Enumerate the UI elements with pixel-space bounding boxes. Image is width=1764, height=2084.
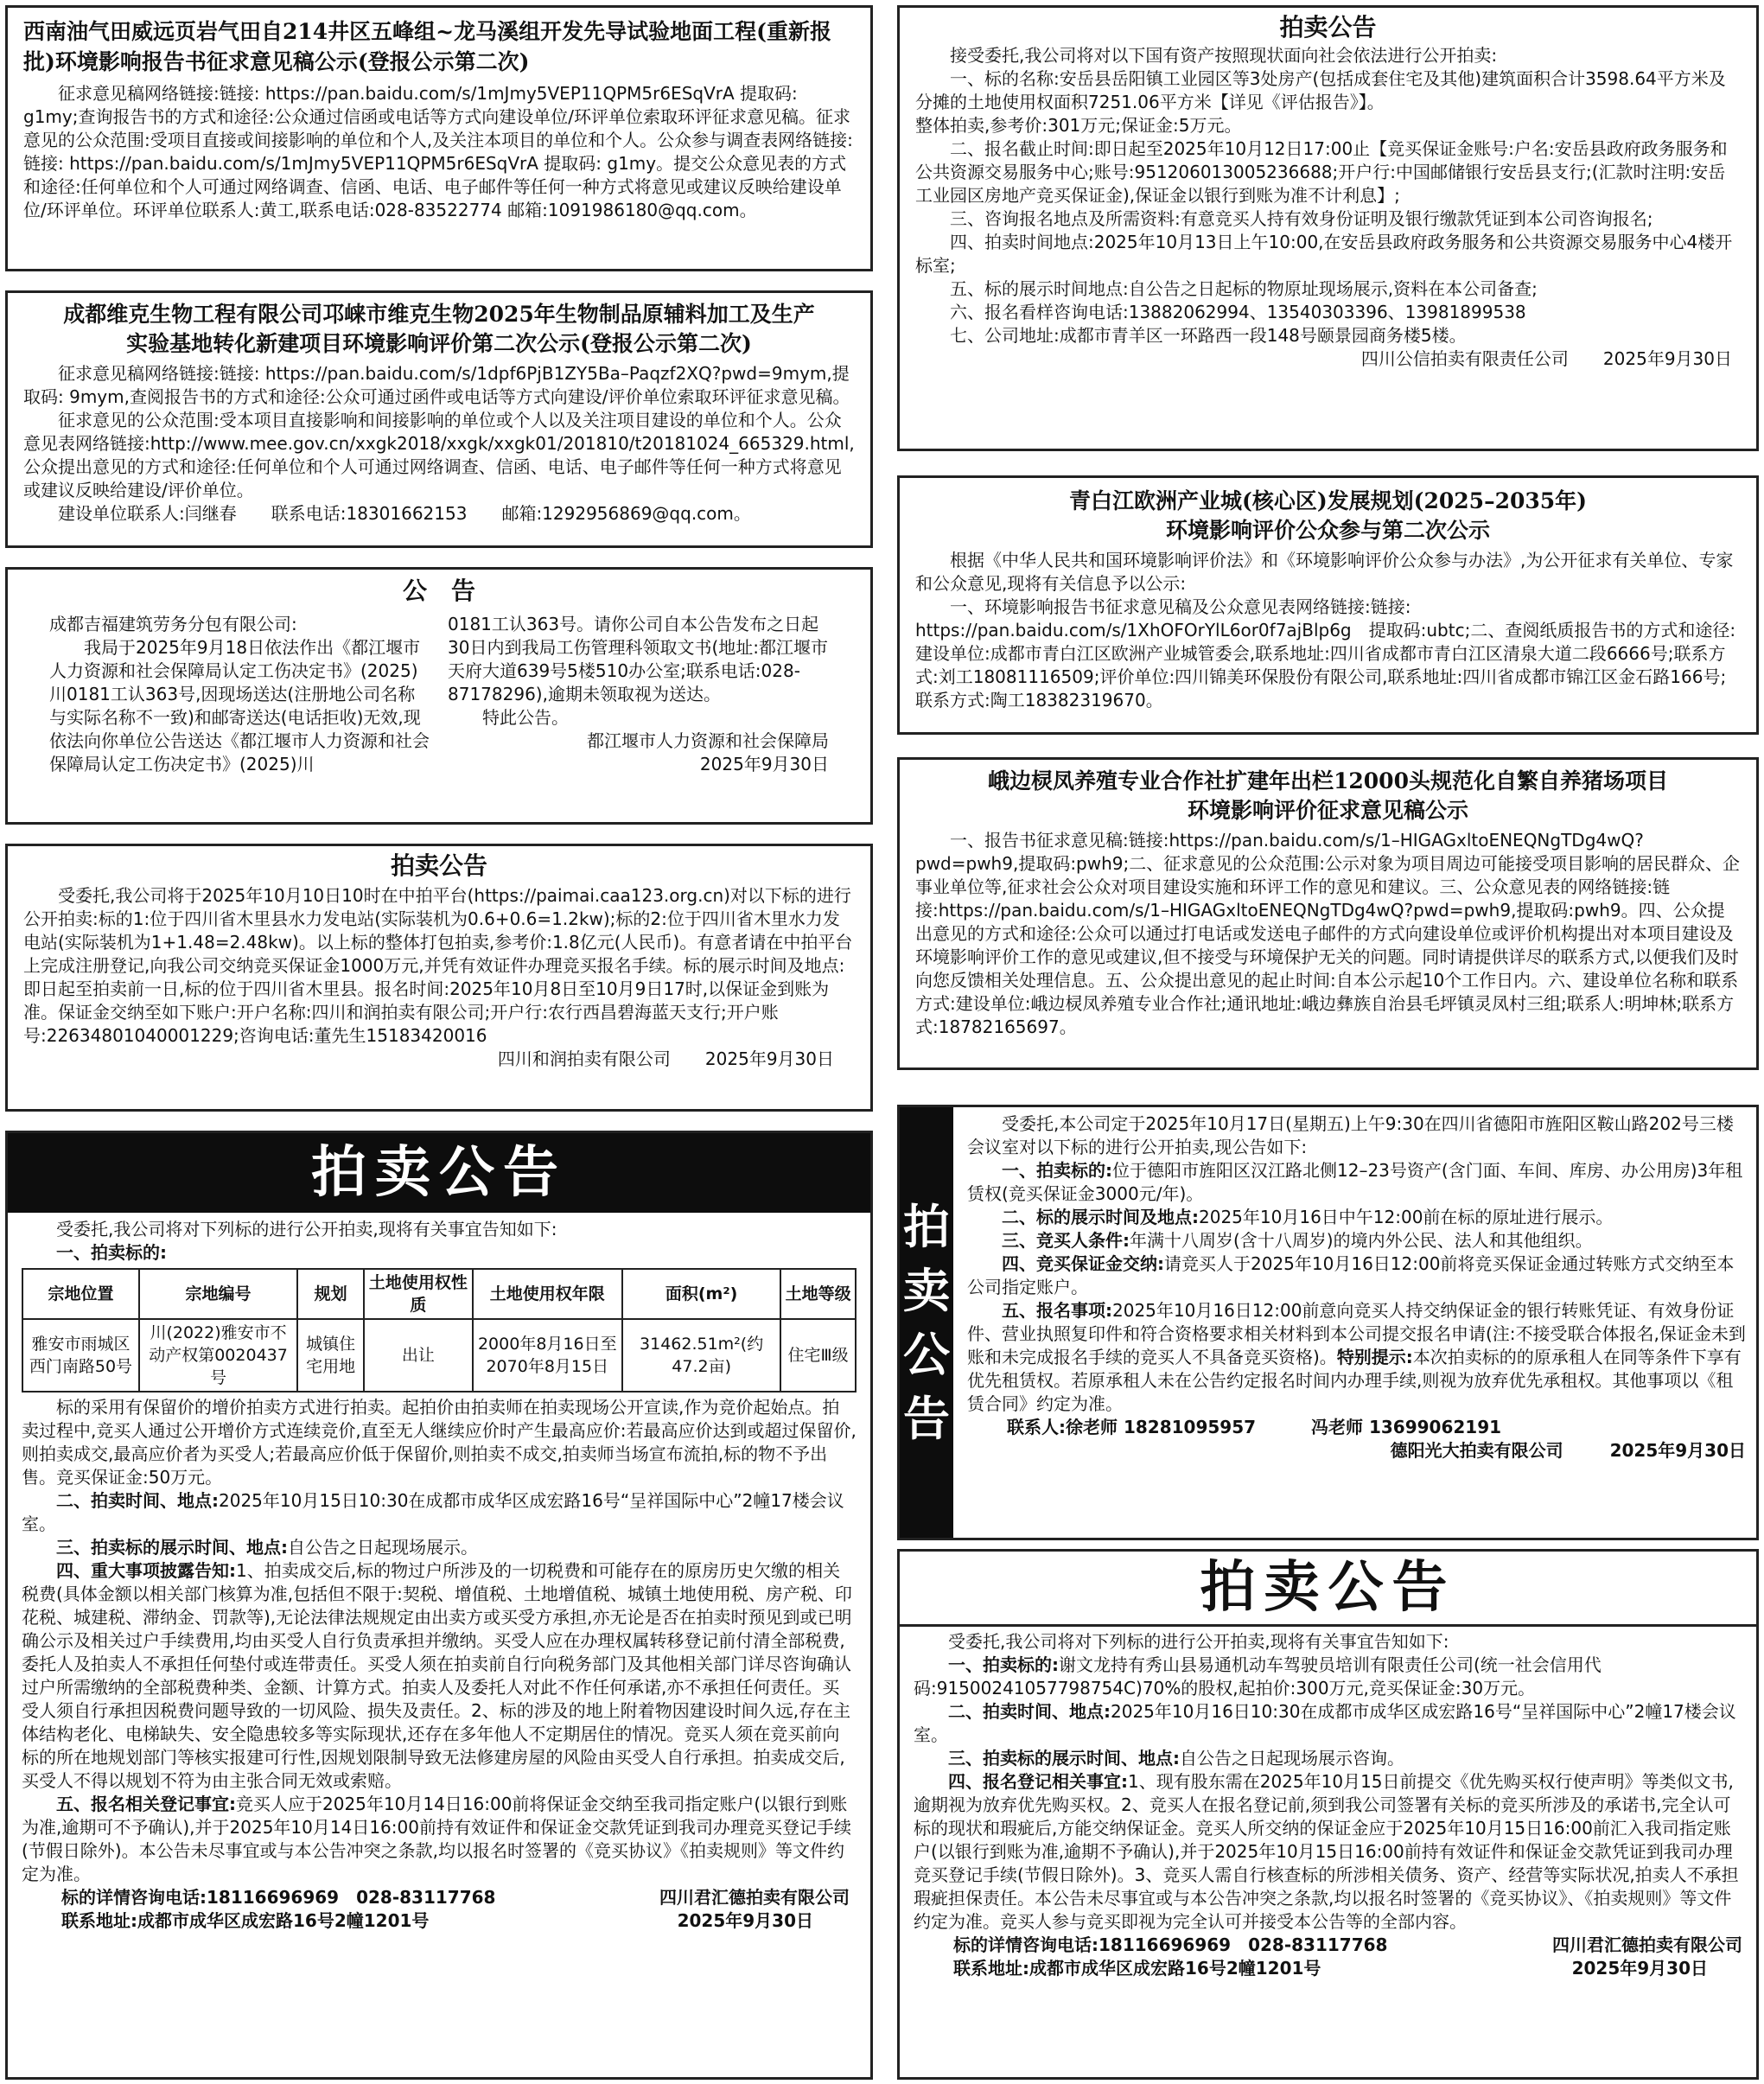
notice-right-column: 0181工认363号。请你公司自本公告发布之日起30日内到我局工伤管理科领取文书(地址:都江堰市天府大道639号5楼510办公室;联系电话:028-87178296),逾期未领取视为送达。 特此公告。: [448, 614, 828, 728]
notice-line: 四、拍卖时间地点:2025年10月13日上午10:00,在安岳县政府政务服务和公共资源交易服务中心4楼开标室;: [915, 232, 1733, 276]
section-heading: 五、报名相关登记事宜:: [56, 1794, 236, 1814]
section-text: 2025年10月16日10:30在成都市成华区成宏路16号“呈祥国际中心”2幢17楼会议室。: [914, 1701, 1736, 1745]
notice-address: 联系地址:成都市成华区成宏路16号2幢1201号: [61, 1910, 430, 1931]
notice-junhuide-equity-auction: [897, 1549, 1759, 2080]
notice-intro: 受委托,我公司将对下列标的进行公开拍卖,现将有关事宜告知如下:: [948, 1631, 1449, 1652]
notice-company: 德阳光大拍卖有限公司: [1390, 1440, 1563, 1461]
section-heading: 特别提示:: [1336, 1347, 1413, 1367]
section-text: 年满十八周岁(含十八周岁)的境内外公民、法人和其他组织。: [1130, 1230, 1593, 1251]
notice-date: 2025年9月30日: [677, 1910, 813, 1931]
section-heading: 四、竞买保证金交纳:: [1002, 1253, 1164, 1274]
title-char: 公: [903, 1327, 950, 1382]
section-heading: 二、拍卖时间、地点:: [56, 1490, 219, 1511]
notice-paragraph: 根据《中华人民共和国环境影响评价法》和《环境影响评价公众参与办法》,为公开征求有关单位、专家和公众意见,现将有关信息予以公示:: [915, 550, 1734, 594]
table-header: 面积(m²): [622, 1269, 780, 1319]
section-heading: 一、拍卖标的:: [948, 1654, 1059, 1675]
notice-subtitle: 环境影响评价公众参与第二次公示: [1165, 518, 1490, 543]
notice-contact: 建设单位联系人:闫继春 联系电话:18301662153 邮箱:1292956869@qq.com。: [58, 503, 751, 524]
notice-line: 整体拍卖,参考价:301万元;保证金:5万元。: [915, 115, 1242, 136]
section-text: 谢文龙持有秀山县易通机动车驾驶员培训有限责任公司(统一社会信用代码:91500241057798754C)70%的股权,起拍价:300万元,竞买保证金:30万元。: [914, 1654, 1602, 1698]
table-header: 宗地位置: [22, 1269, 139, 1319]
notice-intro: 受委托,我公司将对下列标的进行公开拍卖,现将有关事宜告知如下:: [56, 1219, 557, 1240]
notice-line: 六、报名看样咨询电话:13882062994、13540303396、13981899538: [950, 302, 1526, 322]
notice-weike-eia: [5, 290, 873, 548]
table-cell: 2000年8月16日至2070年8月15日: [473, 1319, 623, 1392]
notice-subtitle: 环境影响评价征求意见稿公示: [1187, 798, 1468, 823]
notice-qingbaijiang-eia: [897, 475, 1759, 735]
notice-body: 征求意见稿网络链接:链接: https://pan.baidu.com/s/1mJmy5VEP11QPM5r6ESqVrA 提取码: g1my;查询报告书的方式和途径:公众通过信函或电话等方式向建设单位/环评单位索取环评征求意见稿。征求意见的公众范围:受项目直接或间接影响的单位和个人,及关注本项目的单位和个人。公众参与调查表网络链接:链接: https://pan.baidu.com/s/1mJmy5VEP11QPM5r6ESqVrA 提取码: g1my。提交公众意见表的方式和途径:任何单位和个人可通过网络调查、信函、电话、电子邮件等任何一种方式将意见或建议反映给建设单位/环评单位。环评单位联系人:黄工,联系电话:028-83522774 邮箱:1091986180@qq.com。: [23, 83, 853, 220]
notice-contact: 联系人:徐老师 18281095957: [1007, 1417, 1257, 1437]
notice-contact: 冯老师 13699062191: [1310, 1417, 1502, 1437]
notice-title: 西南油气田威远页岩气田自214井区五峰组~龙马溪组开发先导试验地面工程(重新报批)环境影响报告书征求意见稿公示(登报公示第二次): [23, 19, 831, 74]
table-header: 土地使用权性质: [364, 1269, 472, 1319]
section-heading: 三、拍卖标的展示时间、地点:: [948, 1748, 1180, 1769]
land-table: [22, 1268, 857, 1393]
notice-herun-auction: [5, 844, 873, 1112]
notice-contact: 标的详情咨询电话:18116696969 028-83117768: [953, 1934, 1388, 1955]
title-char: 告: [903, 1391, 950, 1446]
notice-line: 五、标的展示时间地点:自公告之日起标的物原址现场展示,资料在本公司备查;: [950, 278, 1538, 299]
section-heading: 一、拍卖标的:: [1002, 1160, 1112, 1181]
table-cell: 川(2022)雅安市不动产权第0020437号: [139, 1319, 297, 1392]
section-text: 竞买人应于2025年10月14日16:00前将保证金交纳至我司指定账户(以银行到账为准,逾期可不予确认),并于2025年10月14日16:00前持有效证件和保证金交款凭证到我司办理竞买登记手续(节假日除外)。本公告未尽事宜或与本公告冲突之条款,均以报名时签署的《竞买协议》《拍卖规则》等文件约定为准。: [22, 1794, 851, 1884]
notice-line: 三、咨询报名地点及所需资料:有意竞买人持有效身份证明及银行缴款凭证到本公司咨询报名;: [950, 208, 1653, 229]
notice-date: 2025年9月30日: [699, 754, 829, 774]
notice-line: 接受委托,我公司将对以下国有资产按照现状面向社会依法进行公开拍卖:: [950, 45, 1498, 66]
notice-left-column: 成都吉福建筑劳务分包有限公司: 我局于2025年9月18日依法作出《都江堰市人力资源和社会保障局认定工伤决定书》(2025)川0181工认363号,因现场送达(注册地公司名称与实际名称不一致)和邮寄送达(电话拒收)无效,现依法向你单位公告送达《都江堰市人力资源和社会保障局认定工伤决定书》(2025)川: [49, 614, 430, 774]
section-heading: 二、标的展示时间及地点:: [1002, 1207, 1199, 1227]
section-text: 1、拍卖成交后,标的物过户所涉及的一切税费和可能存在的原房历史欠缴的相关税费(具体金额以相关部门核算为准,包括但不限于:契税、增值税、土地增值税、城镇土地使用税、房产税、印花税、城建税、滞纳金、罚款等),无论法律法规规定由出卖方或买受方承担,亦无论是否在拍卖时预见到或已明确公示及相关过户手续费用,均由买受人自行负责承担并缴纳。买受人应在办理权属转移登记前付清全部税费,委托人及拍卖人不承担任何垫付或连带责任。买受人须在拍卖前自行向税务部门及其他相关部门详尽咨询确认过户所需缴纳的全部税费种类、金额、计算方式。拍卖人及委托人对此不作任何承诺,亦不承担任何责任。买受人须自行承担因税费问题导致的一切风险、损失及责任。2、标的涉及的地上附着物因建设时间久远,存在主体结构老化、电梯缺失、安全隐患较多等实际现状,还存在多年他人不定期居住的情况。竞买人须在竞买前向标的所在地规划部门等核实报建可行性,因规划限制导致无法修建房屋的风险由买受人自行承担。拍卖成交后,买受人不得以规划不符为由主张合同无效或索赔。: [22, 1560, 852, 1791]
notice-signature: 四川公信拍卖有限责任公司 2025年9月30日: [1360, 348, 1732, 369]
notice-intro: 受委托,本公司定于2025年10月17日(星期五)上午9:30在四川省德阳市旌阳区鞍山路202号三楼会议室对以下标的进行公开拍卖,现公告如下:: [967, 1113, 1734, 1157]
notice-issuer: 都江堰市人力资源和社会保障局: [587, 730, 829, 751]
notice-junhuide-land-auction: [5, 1131, 873, 2080]
notice-paragraph: 征求意见稿网络链接:链接: https://pan.baidu.com/s/1dpf6PjB1ZY5Ba–Paqzf2XQ?pwd=9mym,提取码: 9mym,查阅报告书的方式和途径:公众可通过函件或电话等方式向建设/评价单位索取环评征求意见稿。: [23, 363, 850, 407]
notice-paragraph: 标的采用有保留价的增价拍卖方式进行拍卖。起拍价由拍卖师在拍卖现场公开宣读,作为竞价起始点。拍卖过程中,竞买人通过公开增价方式连续竞价,直至无人继续应价时产生最高应价:若最高应价达到或超过保留价,则拍卖成交,最高应价者为买受人;若最高应价低于保留价,则拍卖不成交,拍卖师当场宣布流拍,标的物不予出售。竞买保证金:50万元。: [22, 1397, 857, 1488]
notice-title: 拍卖公告: [390, 851, 487, 880]
title-char: 卖: [903, 1263, 950, 1318]
notice-address: 联系地址:成都市成华区成宏路16号2幢1201号: [953, 1958, 1321, 1979]
title-char: 拍: [903, 1199, 950, 1254]
notice-body: 一、报告书征求意见稿:链接:https://pan.baidu.com/s/1–HIGAGxltoENEQNgTDg4wQ?pwd=pwh9,提取码:pwh9;二、征求意见的公众范围:公示对象为项目周边可能接受项目影响的居民群众、企事业单位等,征求社会公众对项目建设实施和环评工作的意见和建议。三、公众意见表的网络链接:链接:https://pan.baidu.com/s/1–HIGAGxltoENEQNgTDg4wQ?pwd=pwh9,提取码:pwh9。四、公众提出意见的方式和途径:公众可以通过打电话或发送电子邮件的方式向建设单位或评价机构提出对本项目建设及环境影响评价工作的意见或建议,但不接受与环境保护无关的问题。同时请提供详尽的联系方式,以便我们及时向您反馈相关处理信息。五、公众提出意见的起止时间:自本公示起10个工作日内。六、建设单位名称和联系方式:建设单位:峨边棂凤养殖专业合作社;通讯地址:峨边彝族自治县毛坪镇灵凤村三组;联系人:明坤林;联系方式:18782165697。: [915, 830, 1740, 1037]
section-heading: 四、报名登记相关事宜:: [948, 1771, 1128, 1792]
section-text: 2025年10月16日中午12:00前在标的原址进行展示。: [1199, 1207, 1614, 1227]
notice-line: 一、标的名称:安岳县岳阳镇工业园区等3处房产(包括成套住宅及其他)建筑面积合计3598.64平方米及分摊的土地使用权面积7251.06平方米【详见《评估报告》】。: [915, 68, 1726, 112]
notice-ebian-pig-farm-eia: [897, 757, 1759, 1070]
section-text: 2025年10月16日12:00前意向竞买人持交纳保证金的银行转账凭证、有效身份证件、营业执照复印件和符合资格要求相关材料到本公司提交报名申请(注:不接受联合体报名,保证金未到账和未完成报名手续的竞买人不具备竞买资格)。: [967, 1300, 1746, 1367]
table-header: 规划: [297, 1269, 364, 1319]
notice-title: 青白江欧洲产业城(核心区)发展规划(2025–2035年): [1069, 488, 1587, 513]
notice-gongxin-auction: [897, 5, 1759, 451]
section-text: 本次拍卖标的的原承租人在同等条件下享有优先租赁权。若原承租人未在公告约定报名时间内办理手续,则视为放弃优先承租权。其他事项以《租赁合同》约定为准。: [967, 1347, 1742, 1414]
section-text: 自公告之日起现场展示。: [288, 1537, 478, 1558]
notice-company: 四川君汇德拍卖有限公司: [1552, 1934, 1742, 1955]
notice-banner: 拍卖公告: [900, 1552, 1756, 1627]
table-header-row: [22, 1269, 856, 1319]
notice-date: 2025年9月30日: [1571, 1958, 1708, 1979]
notice-body: 受委托,我公司将于2025年10月10日10时在中拍平台(https://paimai.caa123.org.cn)对以下标的进行公开拍卖:标的1:位于四川省木里县水力发电站(实际装机为0.6+0.6=1.2kw);标的2:位于四川省木里水力发电站(实际装机为1+1.48=2.48kw)。以上标的整体打包拍卖,参考价:1.8亿元(人民币)。有意者请在中拍平台上完成注册登记,向我公司交纳竞买保证金1000万元,并凭有效证件办理竞买报名手续。标的展示时间及地点:即日起至拍卖前一日,标的位于四川省木里县。报名时间:2025年10月8日至10月9日17时,以保证金到账为准。保证金交纳至如下账户:开户名称:四川和润拍卖有限公司;开户行:农行西昌碧海蓝天支行;开户账号:22634801040001229;咨询电话:董先生15183420016: [23, 885, 853, 1046]
section-heading: 二、拍卖时间、地点:: [948, 1701, 1111, 1722]
section-heading: 五、报名事项:: [1002, 1300, 1112, 1321]
section-heading: 四、重大事项披露告知:: [56, 1560, 236, 1581]
notice-line: 二、报名截止时间:即日起至2025年10月12日17:00止【竞买保证金账号:户名:安岳县政府政务服务和公共资源交易服务中心;账号:951206013005236688;开户行:中国邮储银行安岳县支行;(汇款时注明:安岳工业园区房地产竞买保证金),保证金以银行到账为准不计利息】;: [915, 138, 1728, 206]
vertical-title: [900, 1107, 953, 1538]
notice-weiyuan-eia: [5, 5, 873, 271]
table-row: [22, 1319, 856, 1392]
notice-title: 成都维克生物工程有限公司邛崃市维克生物2025年生物制品原辅料加工及生产实验基地转化新建项目环境影响评价第二次公示(登报公示第二次): [63, 302, 815, 356]
table-cell: 城镇住宅用地: [297, 1319, 364, 1392]
section-text: 1、现有股东需在2025年10月15日前提交《优先购买权行使声明》等类似文书,逾期视为放弃优先购买权。2、竞买人在报名登记前,须到我公司签署有关标的竞买所涉及的承诺书,完全认可标的现状和瑕疵后,方能交纳保证金。竞买人所交纳的保证金应于2025年10月15日16:00前汇入我司指定账户(以银行到账为准,逾期不予确认),并于2025年10月15日16:00前持有效证件和保证金交款凭证到我司办理竞买登记手续(节假日除外)。3、竞买人需自行核查标的所涉相关债务、资产、经营等实际状况,拍卖人不承担瑕疵担保责任。本公告未尽事宜或与本公告冲突之条款,均以报名时签署的《竞买协议》、《拍卖规则》等文件约定为准。竞买人参与竞买即视为完全认可并接受本公告等的全部内容。: [914, 1771, 1739, 1932]
notice-paragraph: 一、环境影响报告书征求意见稿及公众意见表网络链接:链接: https://pan.baidu.com/s/1XhOFOrYlL6or0f7ajBlp6g 提取码:ubtc;二、查阅纸质报告书的方式和途径:建设单位:成都市青白江区欧洲产业城管委会,联系地址:四川省成都市青白江区清泉大道二段6666号;联系方式:刘工18081116509;评价单位:四川锦美环保股份有限公司,联系地址:四川省成都市锦江区金石路166号;联系方式:陶工18382319670。: [915, 596, 1736, 711]
table-cell: 31462.51m²(约47.2亩): [622, 1319, 780, 1392]
table-cell: 出让: [364, 1319, 472, 1392]
notice-company: 四川君汇德拍卖有限公司: [659, 1887, 850, 1908]
notice-date: 2025年9月30日: [1609, 1440, 1746, 1461]
table-cell: 雅安市雨城区西门南路50号: [22, 1319, 139, 1392]
notice-signature: 四川和润拍卖有限公司 2025年9月30日: [497, 1048, 834, 1069]
section-heading: 三、拍卖标的展示时间、地点:: [56, 1537, 288, 1558]
section-text: 请竞买人于2025年10月16日12:00前将竞买保证金通过转账方式交纳至本公司指定账户。: [967, 1253, 1735, 1297]
notice-title: 峨边棂凤养殖专业合作社扩建年出栏12000头规范化自繁自养猪场项目: [988, 768, 1668, 793]
notice-banner: 拍卖公告: [8, 1133, 870, 1213]
notice-title: 公 告: [402, 577, 475, 605]
notice-guangda-lease-auction: [897, 1105, 1759, 1540]
section-text: 2025年10月15日10:30在成都市成华区成宏路16号“呈祥国际中心”2幢17楼会议室。: [22, 1490, 844, 1534]
notice-paragraph: 征求意见的公众范围:受本项目直接影响和间接影响的单位或个人以及关注项目建设的单位和个人。公众意见表网络链接:http://www.mee.gov.cn/xxgk2018/xxgk/xxgk01/201810/t20181024_665329.html,公众提出意见的方式和途径:任何单位和个人可通过网络调查、信函、电话、电子邮件等任何一种方式将意见或建议反映给建设/评价单位。: [23, 410, 855, 500]
table-header: 土地使用权年限: [473, 1269, 623, 1319]
notice-title: 拍卖公告: [1279, 13, 1377, 41]
table-header: 宗地编号: [139, 1269, 297, 1319]
notice-dujiangyan-announcement: [5, 567, 873, 825]
section-text: 自公告之日起现场展示咨询。: [1180, 1748, 1404, 1769]
section-heading: 一、拍卖标的:: [56, 1242, 167, 1263]
section-text: 位于德阳市旌阳区汉江路北侧12–23号资产(含门面、车间、库房、办公用房)3年租赁权(竞买保证金3000元/年)。: [967, 1160, 1743, 1204]
table-header: 土地等级: [780, 1269, 856, 1319]
section-heading: 三、竞买人条件:: [1002, 1230, 1130, 1251]
table-cell: 住宅Ⅲ级: [780, 1319, 856, 1392]
notice-contact: 标的详情咨询电话:18116696969 028-83117768: [61, 1887, 496, 1908]
notice-line: 七、公司地址:成都市青羊区一环路西一段148号颐景园商务楼5楼。: [950, 325, 1467, 346]
